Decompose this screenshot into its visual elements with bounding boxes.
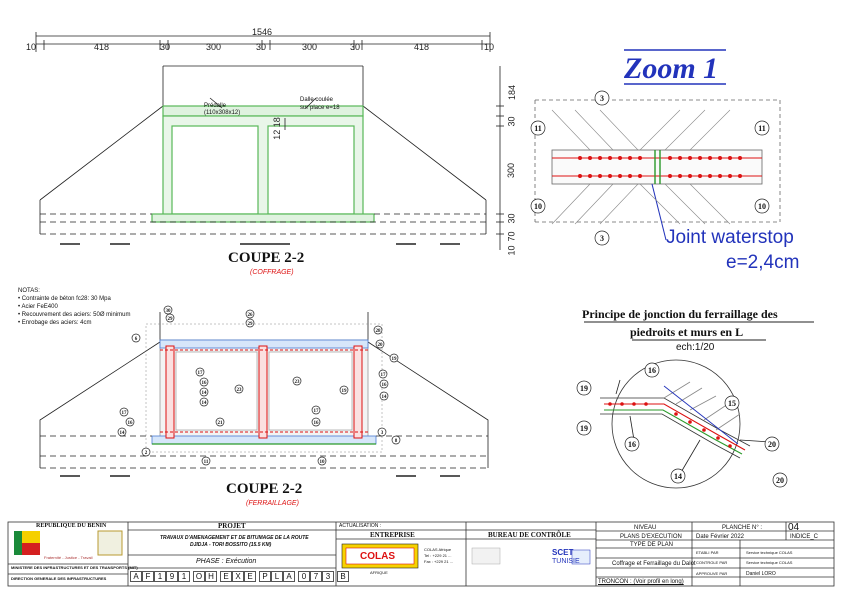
plan-code-char: E (220, 571, 232, 582)
rebar-dot (608, 402, 612, 406)
ferraillage-bar-mark: 14 (381, 394, 387, 400)
dim-label: 418 (414, 42, 430, 52)
note-item: • Acier FeE400 (18, 304, 58, 310)
colas-info: COLAS Afrique (424, 547, 452, 552)
rebar-dot (620, 402, 624, 406)
rebar-dot (644, 402, 648, 406)
note-item: • Enrobage des aciers: 4cm (18, 320, 92, 326)
rebar-dot (632, 402, 636, 406)
rebar-dot (638, 174, 642, 178)
colas-sub: AFRIQUE (370, 570, 388, 575)
tunisie-wordmark: TUNISIE (552, 558, 580, 565)
rebar-dot (728, 444, 732, 448)
dim-label: 300 (302, 42, 318, 52)
note-item: • Contrainte de béton fc28: 30 Mpa (18, 296, 111, 302)
zoom-bar-mark: 3 (600, 93, 604, 103)
rebar-dot (718, 174, 722, 178)
note-text: Enrobage des aciers: 4cm (21, 320, 92, 326)
rebar-dot (668, 156, 672, 160)
entreprise-label: ENTREPRISE (370, 531, 415, 539)
rebar-dot (668, 174, 672, 178)
rebar-dot (598, 156, 602, 160)
rebar-dot (698, 156, 702, 160)
rebar-dot (578, 174, 582, 178)
ferraillage-bar-mark: 8 (394, 438, 398, 444)
approuve-label: APPROUVE PAR (696, 571, 728, 576)
rebar-dot (638, 156, 642, 160)
notes-title: NOTAS: (18, 288, 40, 294)
ferraillage-bar-mark: 23 (294, 379, 300, 385)
principe-bar-mark: 20 (776, 475, 784, 485)
ferraillage-bar-mark: 17 (121, 410, 127, 416)
right-dim-label: 184 (507, 84, 518, 101)
note-text: Contrainte de béton fc28: 30 Mpa (21, 296, 111, 302)
dim-label: 30 (350, 42, 361, 52)
dim-label: 30 (256, 42, 267, 52)
rebar-dot (618, 174, 622, 178)
note-item: • Recouvrement des aciers: 50Ø minimum (18, 312, 131, 318)
controle-label: CONTROLE PAR (696, 560, 728, 565)
plan-code-char: 0 (298, 571, 310, 582)
rebar-dot (598, 174, 602, 178)
country-label: REPUBLIQUE DU BENIN (36, 523, 107, 529)
rebar-dot (674, 412, 678, 416)
rebar-dot (628, 156, 632, 160)
rebar-dot (588, 156, 592, 160)
plan-code-char: 3 (322, 571, 334, 582)
rebar-dot (688, 156, 692, 160)
ferraillage-bar-mark: 16 (201, 380, 207, 386)
ferraillage-section (40, 312, 488, 476)
actualisation-label: ACTUALISATION : (339, 523, 382, 529)
plan-code-char: F (142, 571, 154, 582)
zoom-bar-mark: 3 (600, 233, 604, 243)
principe-bar-mark: 16 (628, 439, 636, 449)
zoom-bar-mark: 10 (534, 201, 542, 211)
rebar-dot (588, 174, 592, 178)
type-plan-label: TYPE DE PLAN (630, 542, 674, 548)
plan-code-char: 1 (154, 571, 166, 582)
total-width-label: 1546 (252, 27, 273, 37)
coffrage-section (36, 32, 504, 250)
plan-code-char: O (193, 571, 205, 582)
principe-bar-mark: 20 (768, 439, 776, 449)
plan-code-char: 9 (166, 571, 178, 582)
note-text: Recouvrement des aciers: 50Ø minimum (21, 312, 131, 318)
colas-info: Fax : +229 21 ... (424, 559, 454, 564)
coffrage-subtitle: (COFFRAGE) (250, 269, 294, 276)
predalle-dims: (110x308x12) (204, 110, 241, 116)
planche-label: PLANCHE N° : (722, 525, 763, 531)
ferraillage-bar-mark: 29 (247, 321, 253, 327)
benin-flag-logo (14, 531, 122, 555)
right-dim-label: 300 (506, 162, 517, 179)
etabli-label: ETABLI PAR (696, 550, 719, 555)
principe-bar-mark: 19 (580, 423, 588, 433)
rebar-dot (716, 436, 720, 440)
note-text: Acier FeE400 (21, 304, 58, 310)
plan-code-char: 7 (310, 571, 322, 582)
colas-wordmark: COLAS (360, 551, 395, 562)
rebar-dot (688, 420, 692, 424)
rebar-dot (728, 156, 732, 160)
ferraillage-bar-mark: 29 (167, 316, 173, 322)
dim-label: 418 (94, 42, 110, 52)
principe-title-line1: Principe de jonction du ferraillage des (582, 307, 778, 321)
right-dim-label: 30 (506, 213, 517, 224)
zoom-bar-mark: 10 (758, 201, 766, 211)
plan-code-char: E (244, 571, 256, 582)
ferraillage-bar-mark: 26 (247, 312, 253, 318)
ferraillage-title: COUPE 2-2 (226, 481, 303, 497)
ferraillage-bar-mark: 17 (197, 370, 203, 376)
dim-label: 30 (160, 42, 171, 52)
rebar-dot (608, 174, 612, 178)
rebar-dot (678, 174, 682, 178)
dalle-label: Dalle coulée (300, 97, 334, 103)
date-label: Date Février 2022 (696, 534, 745, 540)
service-label: Service technique COLAS (746, 550, 793, 555)
ferraillage-bar-mark: 23 (236, 387, 242, 393)
principe-bar-mark: 16 (648, 365, 656, 375)
predalle-label: Prédalle (204, 103, 227, 109)
ferraillage-bar-mark: 11 (203, 459, 209, 465)
direction-label: DIRECTION GENERALE DES INFRASTRUCTURES (11, 576, 107, 581)
plan-code-char: A (283, 571, 295, 582)
principe-marks (577, 363, 787, 487)
rebar-dot (738, 174, 742, 178)
ferraillage-bar-mark: 6 (134, 336, 138, 342)
plan-code-char: P (259, 571, 271, 582)
approver-name: Daniel LORO (746, 571, 776, 577)
ferraillage-bar-mark: 21 (217, 420, 223, 426)
ferraillage-bar-mark: 17 (380, 372, 386, 378)
phase-label: PHASE : Exécution (196, 558, 257, 565)
motto-label: Fraternité - Justice - Travail (44, 555, 93, 560)
zoom-bar-mark: 11 (758, 123, 766, 133)
rebar-dot (628, 174, 632, 178)
ferraillage-bar-mark: 16 (127, 420, 133, 426)
service-label: Service technique COLAS (746, 560, 793, 565)
dim-label: 10 (26, 42, 37, 52)
ferraillage-bar-mark: 2 (144, 450, 148, 456)
ferraillage-bar-mark: 30 (165, 308, 171, 314)
ferraillage-bar-mark: 10 (319, 459, 325, 465)
ferraillage-subtitle: (FERRAILLAGE) (246, 500, 299, 507)
plan-code-char: X (232, 571, 244, 582)
ferraillage-bar-mark: 3 (380, 430, 384, 436)
niveau-label: NIVEAU (634, 525, 657, 531)
right-dim-label: 10 (506, 245, 517, 256)
rebar-dot (738, 156, 742, 160)
principe-bar-mark: 14 (674, 471, 682, 481)
scet-wordmark: SCET (552, 548, 574, 557)
zoom-title: Zoom 1 (624, 52, 719, 85)
projet-text: DJIDJA - TORI BOSSITO (15.5 KM) (190, 542, 272, 548)
ferraillage-bar-mark: 16 (381, 382, 387, 388)
plan-code-char: A (130, 571, 142, 582)
slab-dim-label: 12 18 (271, 117, 282, 140)
dalle-sublabel: sur place e=18 (300, 105, 340, 111)
rebar-dot (698, 174, 702, 178)
plans-exec-label: PLANS D'EXECUTION (620, 534, 682, 540)
ferraillage-bar-mark: 28 (375, 328, 381, 334)
rebar-dot (578, 156, 582, 160)
principe-bar-mark: 15 (728, 398, 736, 408)
projet-label: PROJET (218, 522, 246, 530)
ferraillage-bar-mark: 20 (377, 342, 383, 348)
ferraillage-bar-mark: 14 (119, 430, 125, 436)
ferraillage-bar-mark: 16 (313, 420, 319, 426)
dim-label: 10 (484, 42, 495, 52)
ferraillage-bar-mark: 17 (313, 408, 319, 414)
joint-label: Joint waterstop (666, 227, 794, 248)
troncon-label: TRONCON : (Voir profil en long) (598, 579, 684, 585)
notes-block (18, 287, 131, 327)
zoom-bar-mark: 11 (534, 123, 542, 133)
principe-title-line2: piedroits et murs en L (630, 325, 744, 339)
plan-code-char: 1 (178, 571, 190, 582)
dim-label: 300 (206, 42, 222, 52)
right-dim-label: 30 (506, 116, 517, 127)
plan-code-char: B (337, 571, 349, 582)
principe-bar-mark: 19 (580, 383, 588, 393)
rebar-dot (728, 174, 732, 178)
planche-number: 04 (788, 522, 800, 533)
colas-info: Tel : +229 21 ... (424, 553, 452, 558)
rebar-dot (688, 174, 692, 178)
ferraillage-bar-mark: 19 (391, 356, 397, 362)
rebar-dot (708, 156, 712, 160)
rebar-dot (608, 156, 612, 160)
ferraillage-bar-mark: 19 (341, 388, 347, 394)
ministry-label: MINISTERE DES INFRASTRUCTURES ET DES TRANSPORTS (MIT) (11, 565, 138, 570)
ferraillage-bar-mark: 14 (201, 390, 207, 396)
rebar-dot (618, 156, 622, 160)
indice-label: INDICE_C (790, 534, 819, 540)
plan-code-char: H (205, 571, 217, 582)
rebar-dot (702, 428, 706, 432)
projet-text: TRAVAUX D'AMENAGEMENT ET DE BITUMAGE DE LA ROUTE (160, 535, 309, 541)
rebar-dot (708, 174, 712, 178)
ferraillage-bar-mark: 14 (201, 400, 207, 406)
joint-thickness: e=2,4cm (726, 252, 800, 273)
rebar-dot (718, 156, 722, 160)
rebar-dot (678, 156, 682, 160)
bureau-label: BUREAU DE CONTRÔLE (488, 531, 571, 539)
coffrage-title: COUPE 2-2 (228, 250, 305, 266)
principe-scale: ech:1/20 (676, 342, 715, 353)
type-plan-value: Coffrage et Ferraillage du Dalot (612, 561, 696, 567)
plan-code-char: L (271, 571, 283, 582)
right-dim-label: 70 (506, 231, 517, 242)
